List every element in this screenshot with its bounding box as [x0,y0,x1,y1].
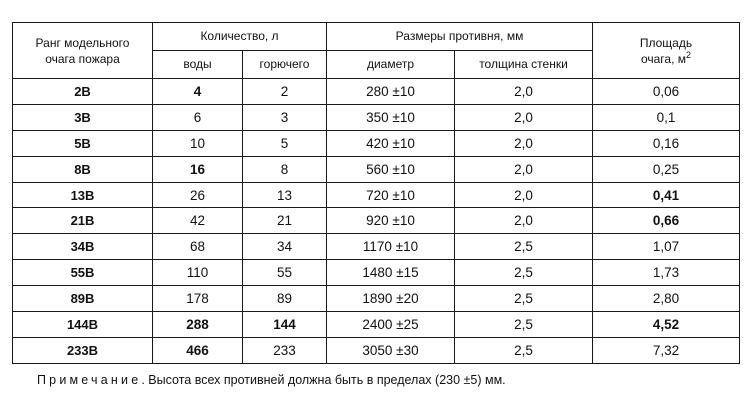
cell-diameter: 720 ±10 [327,182,455,208]
cell-diameter: 350 ±10 [327,104,455,130]
cell-fuel: 89 [243,286,327,312]
header-area [593,23,740,79]
cell-area: 0,06 [593,79,740,105]
header-rank-line2: очага пожара [45,51,120,66]
header-row-top [13,23,740,51]
cell-water: 178 [153,286,243,312]
cell-fuel: 3 [243,104,327,130]
cell-water: 4 [153,79,243,105]
cell-diameter: 1170 ±10 [327,234,455,260]
cell-diameter: 1480 ±15 [327,260,455,286]
cell-diameter: 920 ±10 [327,208,455,234]
cell-fuel: 144 [243,312,327,338]
cell-wall: 2,0 [455,130,593,156]
cell-fuel: 2 [243,79,327,105]
note-text: . Высота всех противней должна быть в пределах (230 ±5) мм. [141,373,506,387]
cell-rank: 3В [13,104,153,130]
table-row [13,79,740,105]
table-row [13,104,740,130]
cell-fuel: 8 [243,156,327,182]
table-row [13,260,740,286]
header-rank-line1: Ранг модельного [35,35,130,50]
fire-table-container [12,22,739,364]
cell-water: 466 [153,337,243,363]
header-tray-size: Размеры противня, мм [327,23,593,51]
cell-diameter: 1890 ±20 [327,286,455,312]
cell-fuel: 5 [243,130,327,156]
cell-wall: 2,0 [455,208,593,234]
cell-area: 7,32 [593,337,740,363]
cell-wall: 2,0 [455,104,593,130]
table-row [13,234,740,260]
cell-area: 0,66 [593,208,740,234]
table-row [13,337,740,363]
cell-water: 16 [153,156,243,182]
cell-diameter: 560 ±10 [327,156,455,182]
table-row [13,156,740,182]
header-fuel: горючего [243,51,327,79]
cell-water: 42 [153,208,243,234]
header-area-line2: очага, м [640,51,687,66]
cell-wall: 2,0 [455,79,593,105]
cell-water: 10 [153,130,243,156]
header-wall-thickness: толщина стенки [455,51,593,79]
cell-water: 110 [153,260,243,286]
cell-diameter: 280 ±10 [327,79,455,105]
cell-water: 6 [153,104,243,130]
cell-wall: 2,0 [455,156,593,182]
table-row [13,286,740,312]
header-quantity: Количество, л [153,23,327,51]
cell-area: 2,80 [593,286,740,312]
cell-wall: 2,5 [455,312,593,338]
cell-fuel: 34 [243,234,327,260]
cell-fuel: 21 [243,208,327,234]
note-label: Примечание [37,373,142,387]
cell-area: 1,73 [593,260,740,286]
cell-rank: 55В [13,260,153,286]
cell-fuel: 233 [243,337,327,363]
cell-water: 68 [153,234,243,260]
cell-fuel: 55 [243,260,327,286]
cell-rank: 89В [13,286,153,312]
cell-wall: 2,5 [455,234,593,260]
cell-area: 1,07 [593,234,740,260]
model-fire-table [12,22,740,364]
cell-rank: 144В [13,312,153,338]
cell-rank: 21В [13,208,153,234]
cell-area: 0,41 [593,182,740,208]
table-row [13,208,740,234]
cell-water: 26 [153,182,243,208]
cell-wall: 2,5 [455,260,593,286]
header-area-sup: 2 [686,49,692,60]
table-row [13,312,740,338]
cell-wall: 2,5 [455,337,593,363]
table-note [37,373,506,387]
cell-wall: 2,0 [455,182,593,208]
cell-wall: 2,5 [455,286,593,312]
cell-water: 288 [153,312,243,338]
cell-fuel: 13 [243,182,327,208]
cell-rank: 13В [13,182,153,208]
header-area-line1: Площадь [639,35,693,50]
header-diameter: диаметр [327,51,455,79]
cell-area: 0,16 [593,130,740,156]
cell-diameter: 420 ±10 [327,130,455,156]
cell-area: 0,25 [593,156,740,182]
cell-rank: 5В [13,130,153,156]
cell-rank: 8В [13,156,153,182]
header-water: воды [153,51,243,79]
header-rank [13,23,153,79]
table-row [13,182,740,208]
cell-area: 0,1 [593,104,740,130]
cell-rank: 34В [13,234,153,260]
table-row [13,130,740,156]
cell-rank: 233В [13,337,153,363]
cell-diameter: 3050 ±30 [327,337,455,363]
cell-diameter: 2400 ±25 [327,312,455,338]
cell-area: 4,52 [593,312,740,338]
cell-rank: 2В [13,79,153,105]
